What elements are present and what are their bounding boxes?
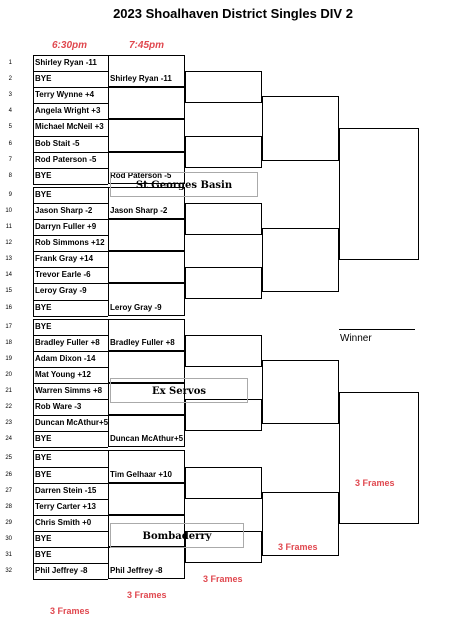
seed-number: 22 bbox=[5, 404, 12, 411]
slot-line bbox=[33, 351, 108, 352]
venue-label-ex-servos: Ex Servos bbox=[110, 378, 248, 403]
slot-line bbox=[33, 447, 108, 448]
slot-line bbox=[33, 579, 108, 580]
player-name: BYE bbox=[35, 533, 52, 543]
seed-number: 17 bbox=[5, 323, 12, 330]
player-name: Angela Wright +3 bbox=[35, 106, 101, 116]
player-name: Michael McNeil +3 bbox=[35, 122, 104, 132]
round2-match-box bbox=[108, 251, 185, 283]
player-name: Frank Gray +14 bbox=[35, 254, 94, 264]
seed-number: 26 bbox=[5, 471, 12, 478]
seed-number: 15 bbox=[5, 288, 12, 295]
round4-match-box bbox=[262, 228, 339, 292]
round2-player-name: Phil Jeffrey -8 bbox=[110, 566, 163, 576]
seed-number: 13 bbox=[5, 256, 12, 263]
slot-line bbox=[33, 367, 108, 368]
slot-line bbox=[33, 483, 108, 484]
slot-line bbox=[33, 267, 108, 268]
slot-line bbox=[33, 219, 108, 220]
seed-number: 4 bbox=[8, 108, 12, 115]
slot-line bbox=[33, 136, 108, 137]
player-name: BYE bbox=[35, 434, 52, 444]
player-name: Duncan McAthur+5 bbox=[35, 418, 109, 428]
seed-number: 20 bbox=[5, 371, 12, 378]
seed-number: 5 bbox=[8, 124, 12, 131]
slot-line bbox=[33, 251, 108, 252]
bracket-vertical-line bbox=[33, 187, 34, 316]
seed-number: 27 bbox=[5, 487, 12, 494]
slot-line bbox=[33, 450, 108, 451]
round5-match-box bbox=[339, 128, 419, 260]
player-name: Darryn Fuller +9 bbox=[35, 222, 97, 231]
player-name: Bradley Fuller +8 bbox=[35, 337, 100, 347]
round4-match-box bbox=[262, 96, 339, 160]
seed-number: 25 bbox=[5, 455, 12, 462]
round2-player-name: Jason Sharp -2 bbox=[110, 205, 168, 215]
page-title: 2023 Shoalhaven District Singles DIV 2 bbox=[113, 6, 353, 21]
slot-line bbox=[33, 316, 108, 317]
bracket-vertical-line bbox=[33, 55, 34, 184]
frames-round4: 3 Frames bbox=[278, 542, 318, 552]
slot-line bbox=[33, 55, 108, 56]
round2-match-box bbox=[108, 119, 185, 151]
round3-match-box bbox=[185, 136, 262, 168]
seed-number: 32 bbox=[5, 568, 12, 575]
slot-line bbox=[33, 283, 108, 284]
slot-line bbox=[33, 71, 108, 72]
winner-line bbox=[339, 329, 415, 330]
player-name: Phil Jeffrey -8 bbox=[35, 566, 88, 576]
bracket-vertical-line bbox=[33, 319, 34, 448]
slot-line bbox=[33, 547, 108, 548]
player-name: BYE bbox=[35, 170, 52, 180]
player-name: Warren Simms +8 bbox=[35, 386, 103, 395]
round2-player-name: Tim Gelhaar +10 bbox=[110, 469, 172, 479]
seed-number: 1 bbox=[8, 60, 12, 66]
player-name: Darren Stein -15 bbox=[35, 485, 97, 495]
player-name: Terry Wynne +4 bbox=[35, 90, 95, 100]
round3-match-box bbox=[185, 267, 262, 299]
slot-line bbox=[33, 103, 108, 104]
frames-round5: 3 Frames bbox=[355, 478, 395, 488]
slot-line bbox=[33, 431, 108, 432]
player-name: Adam Dixon -14 bbox=[35, 353, 96, 363]
seed-number: 28 bbox=[5, 503, 12, 510]
venue-label-st-georges-basin: St Georges Basin bbox=[110, 172, 258, 197]
player-name: Jason Sharp -2 bbox=[35, 205, 93, 215]
player-name: BYE bbox=[35, 74, 52, 84]
slot-line bbox=[33, 235, 108, 236]
player-name: Bob Stait -5 bbox=[35, 138, 80, 148]
player-name: Rob Simmons +12 bbox=[35, 238, 105, 248]
seed-number: 8 bbox=[8, 172, 12, 179]
seed-number: 31 bbox=[5, 552, 12, 558]
round3-match-box bbox=[185, 71, 262, 103]
slot-line bbox=[33, 168, 108, 169]
round2-match-box bbox=[108, 483, 185, 515]
slot-line bbox=[33, 335, 108, 336]
round2-player-name: Bradley Fuller +8 bbox=[110, 337, 175, 347]
time-second-round: 7:45pm bbox=[129, 40, 165, 51]
seed-number: 3 bbox=[8, 92, 12, 99]
slot-line bbox=[33, 383, 108, 384]
round3-match-box bbox=[185, 335, 262, 367]
slot-line bbox=[33, 467, 108, 468]
slot-line bbox=[33, 184, 108, 185]
round3-match-box bbox=[185, 467, 262, 499]
player-name: Leroy Gray -9 bbox=[35, 286, 87, 296]
player-name: Shirley Ryan -11 bbox=[35, 58, 97, 67]
round2-match-box bbox=[108, 219, 185, 251]
slot-line bbox=[33, 119, 108, 120]
bracket-vertical-line bbox=[33, 450, 34, 579]
seed-number: 11 bbox=[5, 224, 12, 230]
slot-line bbox=[33, 531, 108, 532]
player-name: Rob Ware -3 bbox=[35, 402, 82, 412]
round2-match-box bbox=[108, 87, 185, 119]
slot-line bbox=[33, 563, 108, 564]
round5-match-box bbox=[339, 392, 419, 524]
seed-number: 16 bbox=[5, 304, 12, 311]
winner-label: Winner bbox=[340, 333, 372, 344]
player-name: BYE bbox=[35, 453, 52, 463]
slot-line bbox=[33, 87, 108, 88]
player-name: Rod Paterson -5 bbox=[35, 154, 97, 164]
player-name: BYE bbox=[35, 189, 52, 199]
round2-player-name: Duncan McAthur+5 bbox=[110, 434, 184, 444]
frames-round1: 3 Frames bbox=[50, 606, 90, 616]
seed-number: 29 bbox=[5, 519, 12, 526]
player-name: BYE bbox=[35, 321, 52, 331]
frames-round3: 3 Frames bbox=[203, 574, 243, 584]
time-first-round: 6:30pm bbox=[52, 40, 88, 51]
player-name: BYE bbox=[35, 550, 52, 559]
round4-match-box bbox=[262, 360, 339, 424]
slot-line bbox=[33, 187, 108, 188]
slot-line bbox=[33, 515, 108, 516]
round2-player-name: Shirley Ryan -11 bbox=[110, 74, 172, 84]
round2-player-name: Leroy Gray -9 bbox=[110, 302, 162, 312]
seed-number: 9 bbox=[8, 191, 12, 198]
seed-number: 14 bbox=[5, 272, 12, 279]
slot-line bbox=[33, 499, 108, 500]
player-name: Terry Carter +13 bbox=[35, 501, 96, 511]
player-name: BYE bbox=[35, 302, 52, 312]
seed-number: 6 bbox=[8, 140, 12, 147]
round3-match-box bbox=[185, 203, 262, 235]
player-name: BYE bbox=[35, 469, 52, 479]
slot-line bbox=[33, 300, 108, 301]
player-name: Mat Young +12 bbox=[35, 369, 91, 379]
seed-number: 18 bbox=[5, 339, 12, 346]
player-name: Trevor Earle -6 bbox=[35, 270, 91, 280]
seed-number: 2 bbox=[8, 76, 12, 83]
slot-line bbox=[33, 203, 108, 204]
seed-number: 21 bbox=[5, 388, 12, 394]
seed-number: 19 bbox=[5, 355, 12, 362]
slot-line bbox=[33, 319, 108, 320]
seed-number: 30 bbox=[5, 535, 12, 542]
seed-number: 10 bbox=[5, 207, 12, 214]
seed-number: 23 bbox=[5, 420, 12, 427]
seed-number: 24 bbox=[5, 436, 12, 443]
slot-line bbox=[33, 399, 108, 400]
seed-number: 7 bbox=[8, 156, 12, 163]
venue-label-bombaderry: Bombaderry bbox=[110, 523, 244, 548]
frames-round2: 3 Frames bbox=[127, 590, 167, 600]
slot-line bbox=[33, 415, 108, 416]
player-name: Chris Smith +0 bbox=[35, 517, 92, 527]
round2-player-name: Rod Paterson -5 bbox=[110, 170, 172, 180]
slot-line bbox=[33, 152, 108, 153]
seed-number: 12 bbox=[5, 240, 12, 247]
